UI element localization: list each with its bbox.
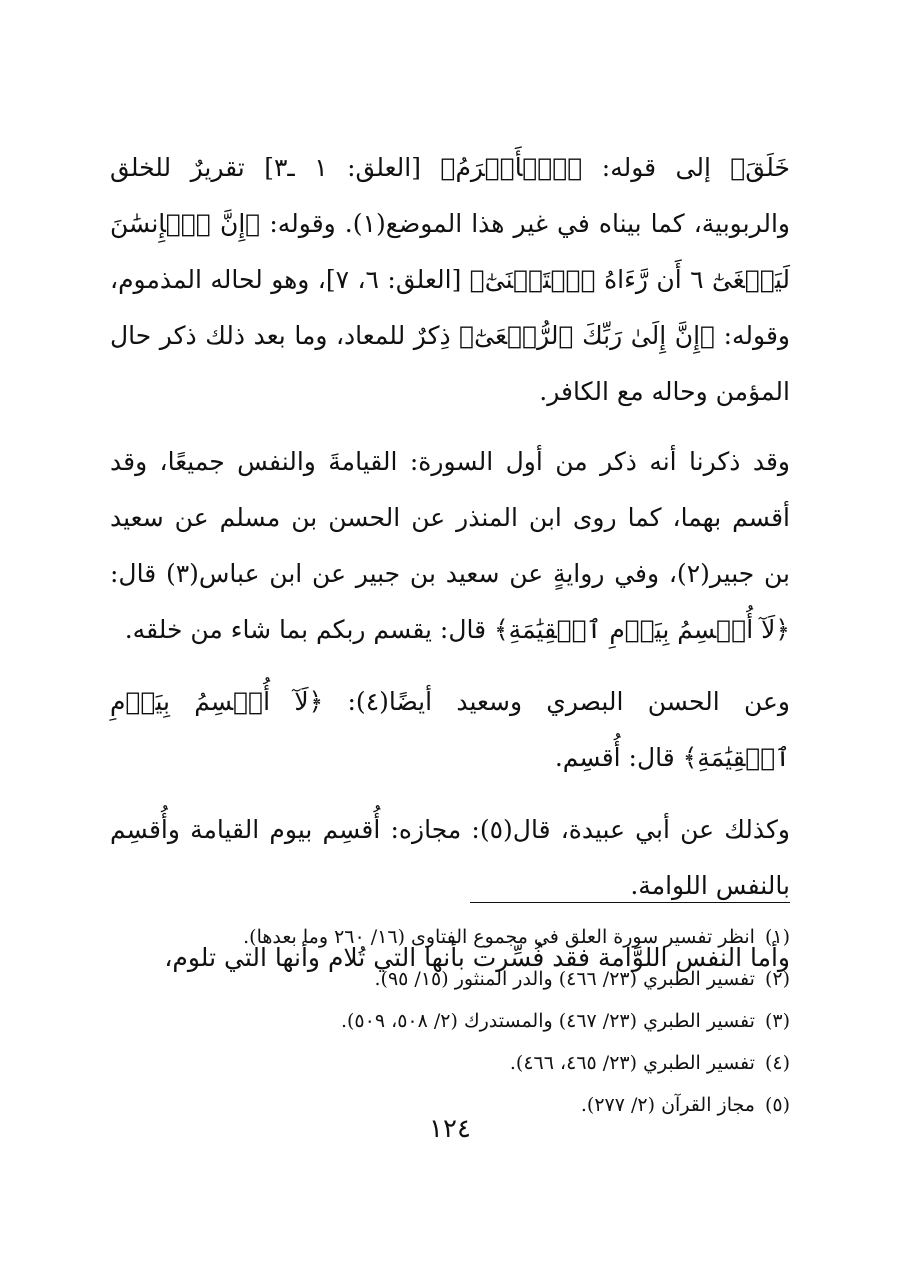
footnote-4 xyxy=(110,1042,790,1084)
footnotes xyxy=(110,916,790,1126)
footnote-number: (٥) xyxy=(764,1094,790,1116)
footnote-2 xyxy=(110,958,790,1000)
paragraph-2: وقد ذكرنا أنه ذكر من أول السورة: القيامةَ والنفس جميعًا، وقد أقسم بهما، كما روى ابن المنذر عن الحسن بن مسلم عن سعيد بن جبير(٢)، وفي روايةٍ عن سعيد بن جبير عن ابن عباس(٣) قال: ﴿لَآ أُقۡسِمُ بِيَوۡمِ ٱلۡقِيَٰمَةِ﴾ قال: يقسم ربكم بما شاء من خلقه. xyxy=(110,447,791,644)
footnote-text: تفسير الطبري (٢٣/ ٤٦٧) والمستدرك (٢/ ٥٠٨، ٥٠٩). xyxy=(340,1010,755,1032)
footnote-3 xyxy=(110,1000,790,1042)
footnote-text: تفسير الطبري (٢٣/ ٤٦٥، ٤٦٦). xyxy=(509,1052,755,1074)
footnote-text: مجاز القرآن (٢/ ٢٧٧). xyxy=(580,1094,755,1116)
paragraph-3: وعن الحسن البصري وسعيد أيضًا(٤): ﴿لَآ أُقۡسِمُ بِيَوۡمِ ٱلۡقِيَٰمَةِ﴾ قال: أُقسِم. xyxy=(110,687,790,772)
main-text xyxy=(110,140,790,1002)
page-number: ١٢٤ xyxy=(429,1114,471,1144)
footnote-separator xyxy=(470,902,790,903)
footnote-1 xyxy=(110,916,790,958)
footnote-text: تفسير الطبري (٢٣/ ٤٦٦) والدر المنثور (١٥/ ٩٥). xyxy=(374,968,755,990)
footnote-number: (١) xyxy=(764,926,790,948)
footnote-number: (٣) xyxy=(764,1010,790,1032)
paragraph-4: وكذلك عن أبي عبيدة، قال(٥): مجازه: أُقسِم بيوم القيامة وأُقسِم بالنفس اللوامة. xyxy=(110,815,790,900)
footnote-number: (٢) xyxy=(764,968,790,990)
paragraph-1: خَلَقَ﴾ إلى قوله: ﴿ٱلۡأَكۡرَمُ﴾ [العلق: ١ ـ٣] تقريرٌ للخلق والربوبية، كما بيناه في غير هذا الموضع(١). وقوله: ﴿إِنَّ ٱلۡإِنسَٰنَ لَيَطۡغَىٰٓ ٦ أَن رَّءَاهُ ٱسۡتَغۡنَىٰٓ﴾ [العلق: ٦، ٧]، وهو لحاله المذموم، وقوله: ﴿إِنَّ إِلَىٰ رَبِّكَ ٱلرُّجۡعَىٰٓ﴾ ذِكرٌ للمعاد، وما بعد ذلك ذكر حال المؤمن وحاله مع الكافر. xyxy=(110,153,791,406)
footnote-text: انظر تفسير سورة العلق في مجموع الفتاوى (١٦/ ٢٦٠ وما بعدها). xyxy=(243,926,755,948)
paragraph-5: وأما النفس اللوَّامة فقد فُسِّرت بأنها التي تُلام وأنها التي تلوم، xyxy=(164,943,790,972)
footnote-number: (٤) xyxy=(764,1052,790,1074)
